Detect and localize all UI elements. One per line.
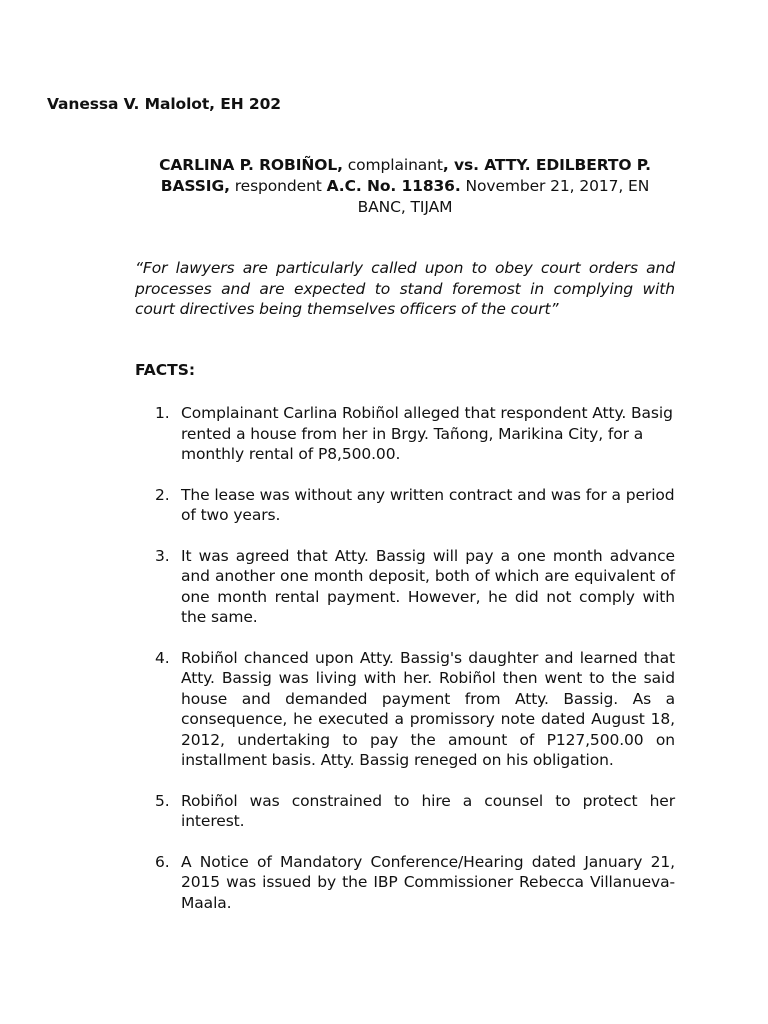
doctrine-quote: “For lawyers are particularly called upon to obey court orders and processes and are expected to stand foremost in complying with court directives being themselves officers of the court”	[135, 259, 675, 319]
fact-item	[155, 403, 675, 465]
fact-text: The lease was without any written contract and was for a period of two years.	[181, 485, 675, 524]
fact-number: 3.	[155, 546, 170, 565]
facts-list	[155, 403, 675, 933]
versus-respondent: , vs. ATTY. EDILBERTO P. BASSIG,	[160, 156, 651, 195]
author-line: Vanessa V. Malolot, EH 202	[47, 95, 281, 113]
respondent-role: respondent	[229, 177, 327, 195]
fact-item	[155, 546, 675, 628]
complainant-name: CARLINA P. ROBIÑOL,	[159, 156, 343, 174]
fact-text: A Notice of Mandatory Conference/Hearing dated January 21, 2015 was issued by the IBP Commissioner Rebecca Villanueva-Maala.	[181, 852, 675, 912]
fact-text: Complainant Carlina Robiñol alleged that respondent Atty. Basig rented a house from her in Brgy. Tañong, Marikina City, for a monthly rental of P8,500.00.	[181, 404, 673, 463]
case-caption	[140, 155, 670, 218]
fact-text: It was agreed that Atty. Bassig will pay a one month advance and another one month deposit, both of which are equivalent of one month rental payment. However, he did not comply with the same.	[181, 546, 675, 626]
fact-number: 2.	[155, 485, 170, 504]
complainant-role: complainant	[342, 156, 443, 174]
case-number: A.C. No. 11836.	[326, 177, 461, 195]
facts-heading: FACTS:	[135, 361, 196, 379]
case-date-court: November 21, 2017, EN BANC, TIJAM	[357, 177, 650, 216]
fact-number: 5.	[155, 791, 170, 810]
fact-text: Robiñol was constrained to hire a counsel to protect her interest.	[181, 791, 675, 830]
fact-number: 1.	[155, 404, 170, 422]
fact-item	[155, 485, 675, 526]
fact-item	[155, 791, 675, 832]
fact-item	[155, 852, 675, 914]
fact-item	[155, 648, 675, 771]
fact-number: 6.	[155, 852, 170, 871]
fact-text: Robiñol chanced upon Atty. Bassig's daughter and learned that Atty. Bassig was living with her. Robiñol then went to the said house and demanded payment from Atty. Bassig. As a consequence, he executed a promissory note dated August 18, 2012, undertaking to pay the amount of P127,500.00 on installment basis. Atty. Bassig reneged on his obligation.	[181, 648, 675, 769]
fact-number: 4.	[155, 648, 170, 667]
